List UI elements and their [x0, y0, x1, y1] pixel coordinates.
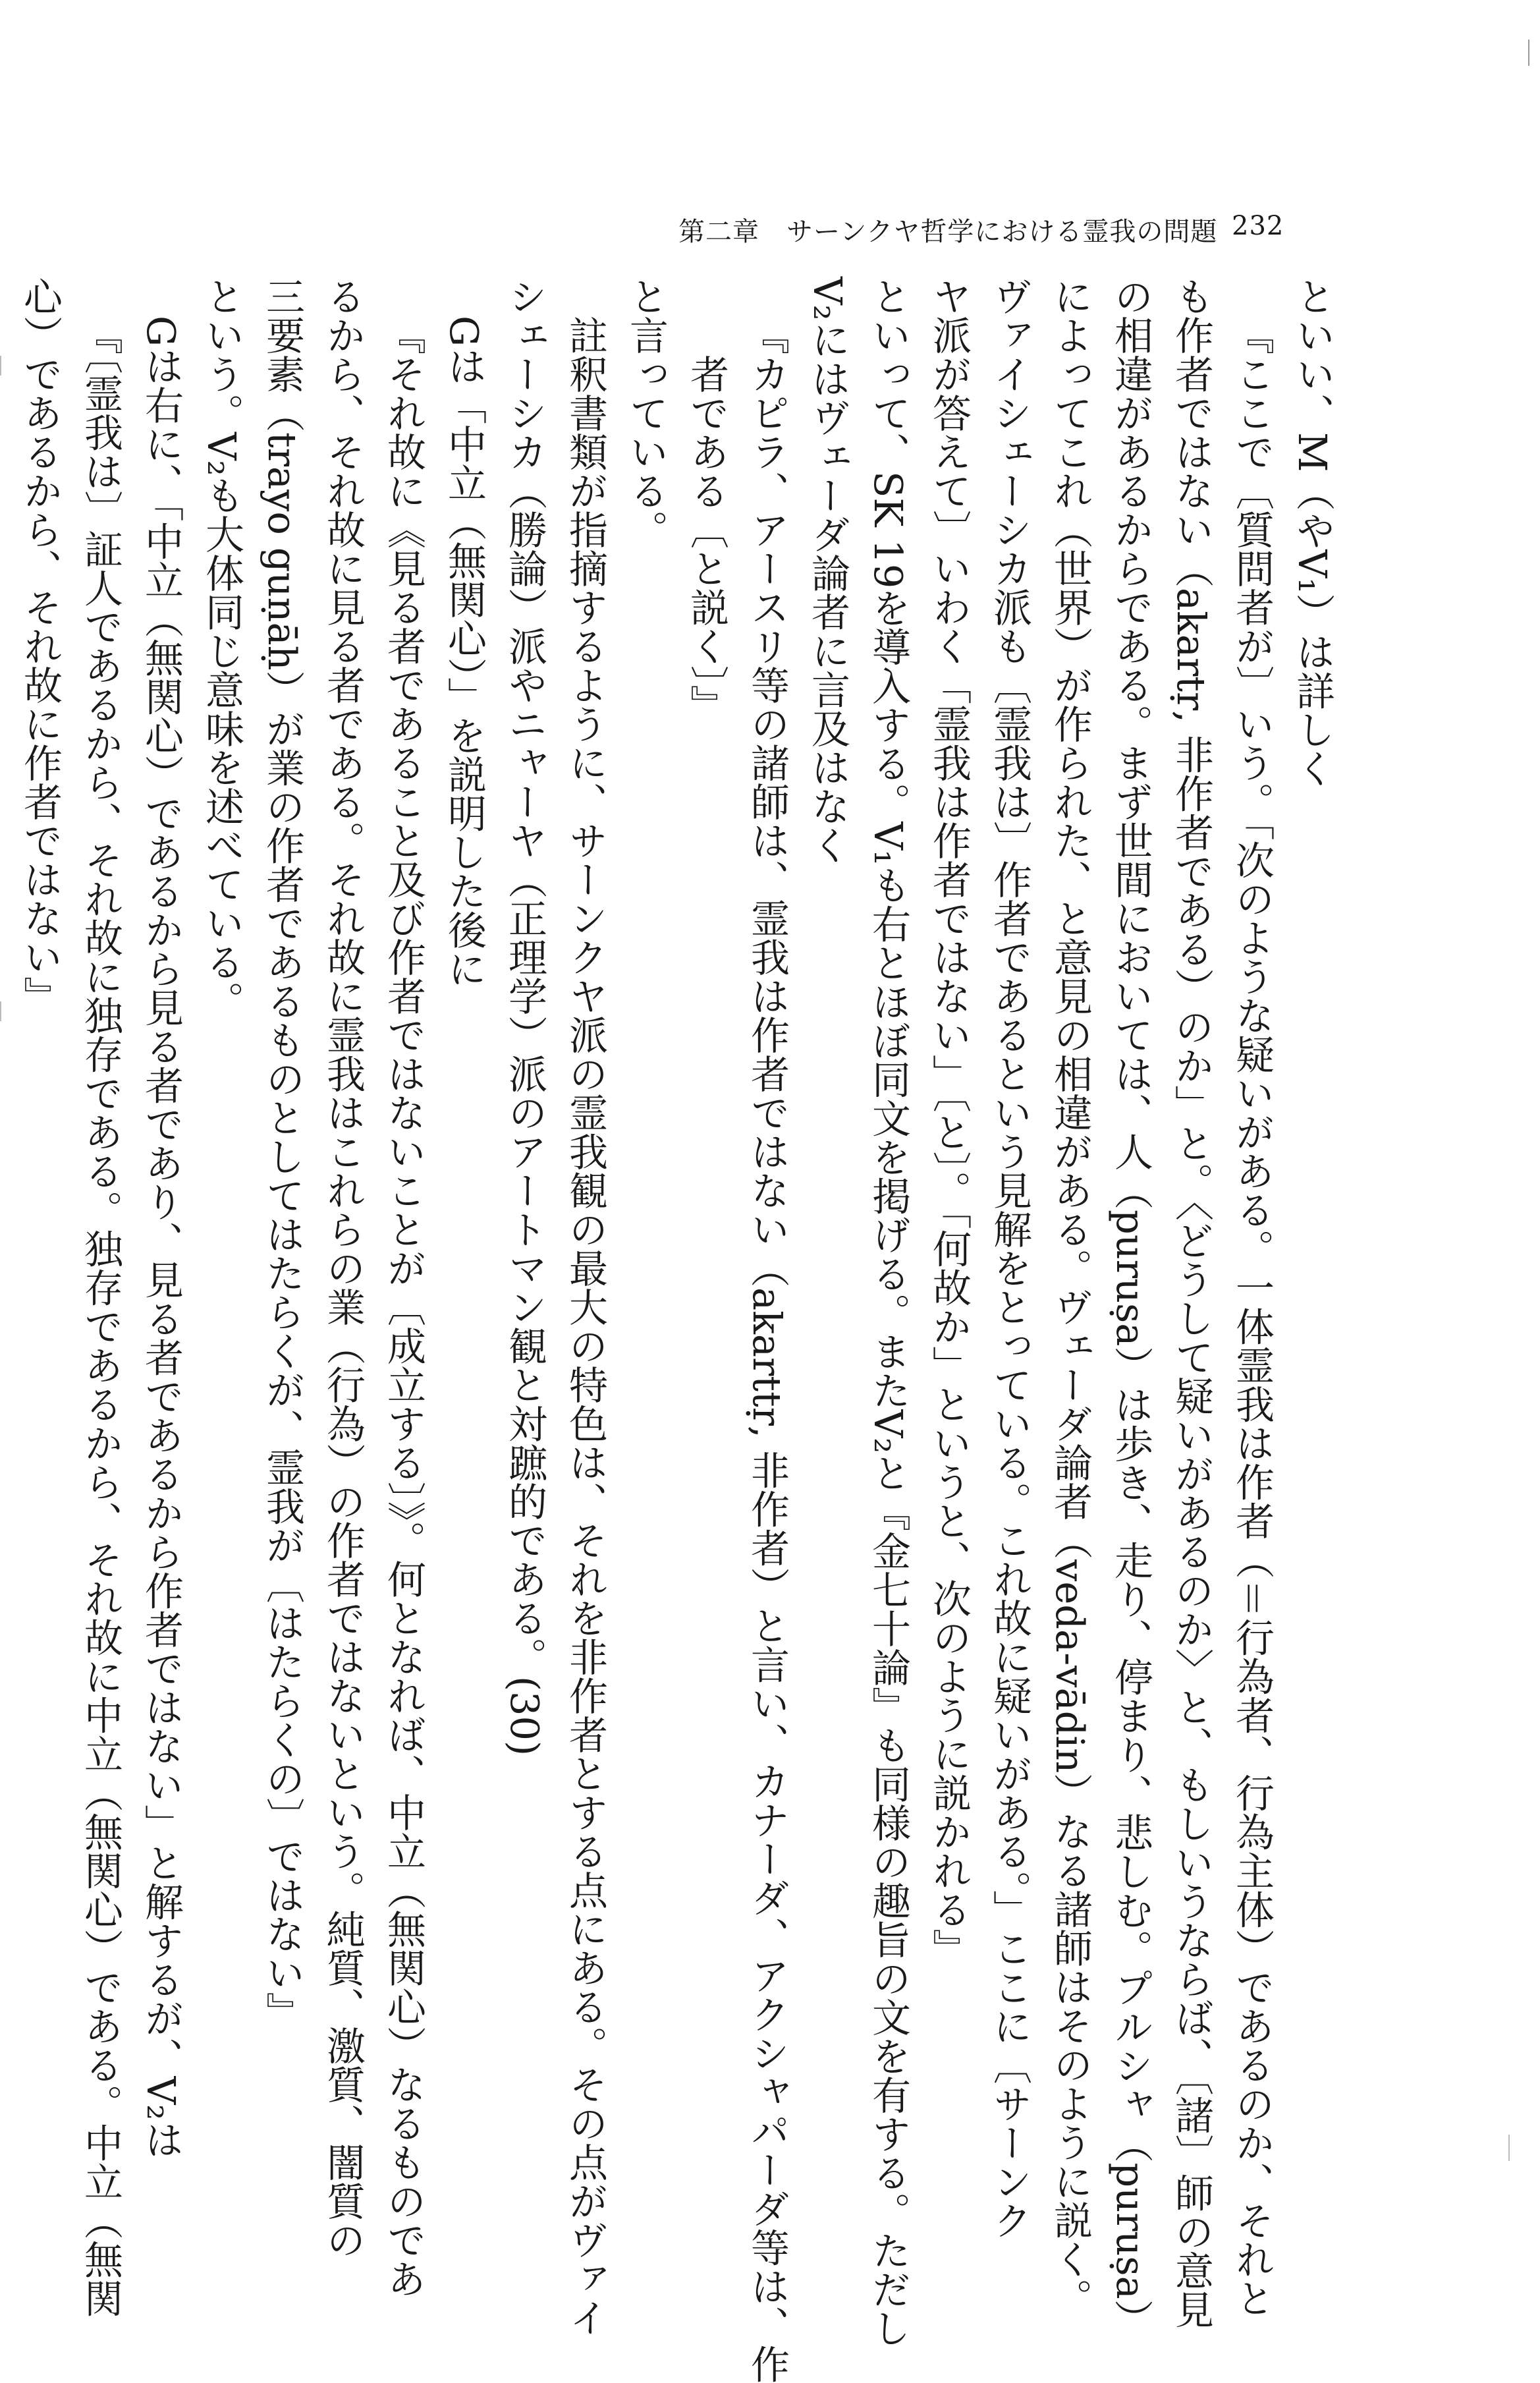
text-line: シェーシカ（勝論）派やニャーヤ（正理学）派のアートマン観と対蹠的である。(30) — [502, 277, 547, 1756]
text-line: と言っている。 — [623, 277, 669, 549]
quote-line: るから、それ故に見る者である。それ故に霊我はこれらの業（行為）の作者ではないという。純質、激質、闇質の — [320, 277, 366, 2259]
text-line: Gは右に、「中立（無関心）であるから見る者であり、見る者であるから作者ではない」と解するが、V₂は — [138, 316, 184, 2159]
scan-mark — [1508, 2135, 1510, 2161]
quote-line: 『〔霊我は〕証人であるから、それ故に独存である。独存であるから、それ故に中立（無関心）である。中立（無関 — [78, 316, 123, 2318]
text-line: Gは「中立（無関心）」を説明した後に — [441, 316, 487, 988]
scan-mark — [0, 356, 1, 376]
quote-line: も作者ではない（akartṛ, 非作者である）のか」と。〈どうして疑いがあるのか〉と、もしいうならば、〔諸〕師の意見 — [1169, 277, 1214, 2329]
text-line: V₂にはヴェーダ論者に言及はなく — [805, 277, 850, 865]
text-line: という。V₂も大体同じ意味を述べている。 — [199, 277, 244, 1021]
running-header — [678, 211, 1284, 248]
text-line: 註釈書類が指摘するように、サーンクヤ派の霊我観の最大の特色は、それを非作者とする点にある。その点がヴァイ — [563, 316, 608, 2337]
quote-line: 『カピラ、アースリ等の諸師は、霊我は作者ではない（akarttṛ, 非作者）と言い、カナーダ、アクシャパーダ等は、作 — [744, 316, 790, 2383]
text-line: といって、SK 19を導入する。V₁も右とほぼ同文を掲げる。またV₂と『金七十論』も同様の趣旨の文を有する。ただし — [866, 277, 911, 2347]
scan-mark — [1528, 40, 1529, 66]
scan-mark — [0, 1001, 1, 1021]
quote-line: ヤ派が答えて〕いわく「霊我は作者ではない」〔と〕。「何故か」というと、次のように説かれる』 — [926, 277, 972, 1968]
body-text — [17, 277, 1342, 2383]
page-number: 232 — [1232, 211, 1284, 241]
chapter-title: 第二章 サーンクヤ哲学における霊我の問題 — [678, 217, 1218, 247]
quote-line: 三要素（trayo guṇāḥ）が業の作者であるものとしてはたらくが、霊我が〔はたらくの〕ではない』 — [260, 277, 305, 2031]
quote-line: 心）であるから、それ故に作者ではない』 — [17, 277, 63, 1015]
quote-line: 『それ故に《見る者であること及び作者ではないことが〔成立する〕》。何となれば、中立（無関心）なるものであ — [381, 316, 426, 2298]
quote-line: 者である〔と説く〕』 — [684, 354, 729, 724]
text-line: といい、M（やV₁）は詳しく — [1290, 277, 1335, 788]
quote-line: の相違があるからである。まず世間においては、人（puruṣa）は歩き、走り、停まり、悲しむ。プルシャ（puruṣa） — [1108, 277, 1153, 2338]
quote-line: によってこれ（世界）が作られた、と意見の相違がある。ヴェーダ論者（veda-vādin）なる諸師はそのように説く。 — [1047, 277, 1093, 2318]
quote-line: ヴァイシェーシカ派も〔霊我は〕作者であるという見解をとっている。これ故に疑いがある。」ここに〔サーンク — [987, 277, 1032, 2240]
quote-line: 『ここで〔質問者が〕いう。「次のような疑いがある。一体霊我は作者（＝行為者、行為主体）であるのか、それと — [1229, 316, 1275, 2318]
